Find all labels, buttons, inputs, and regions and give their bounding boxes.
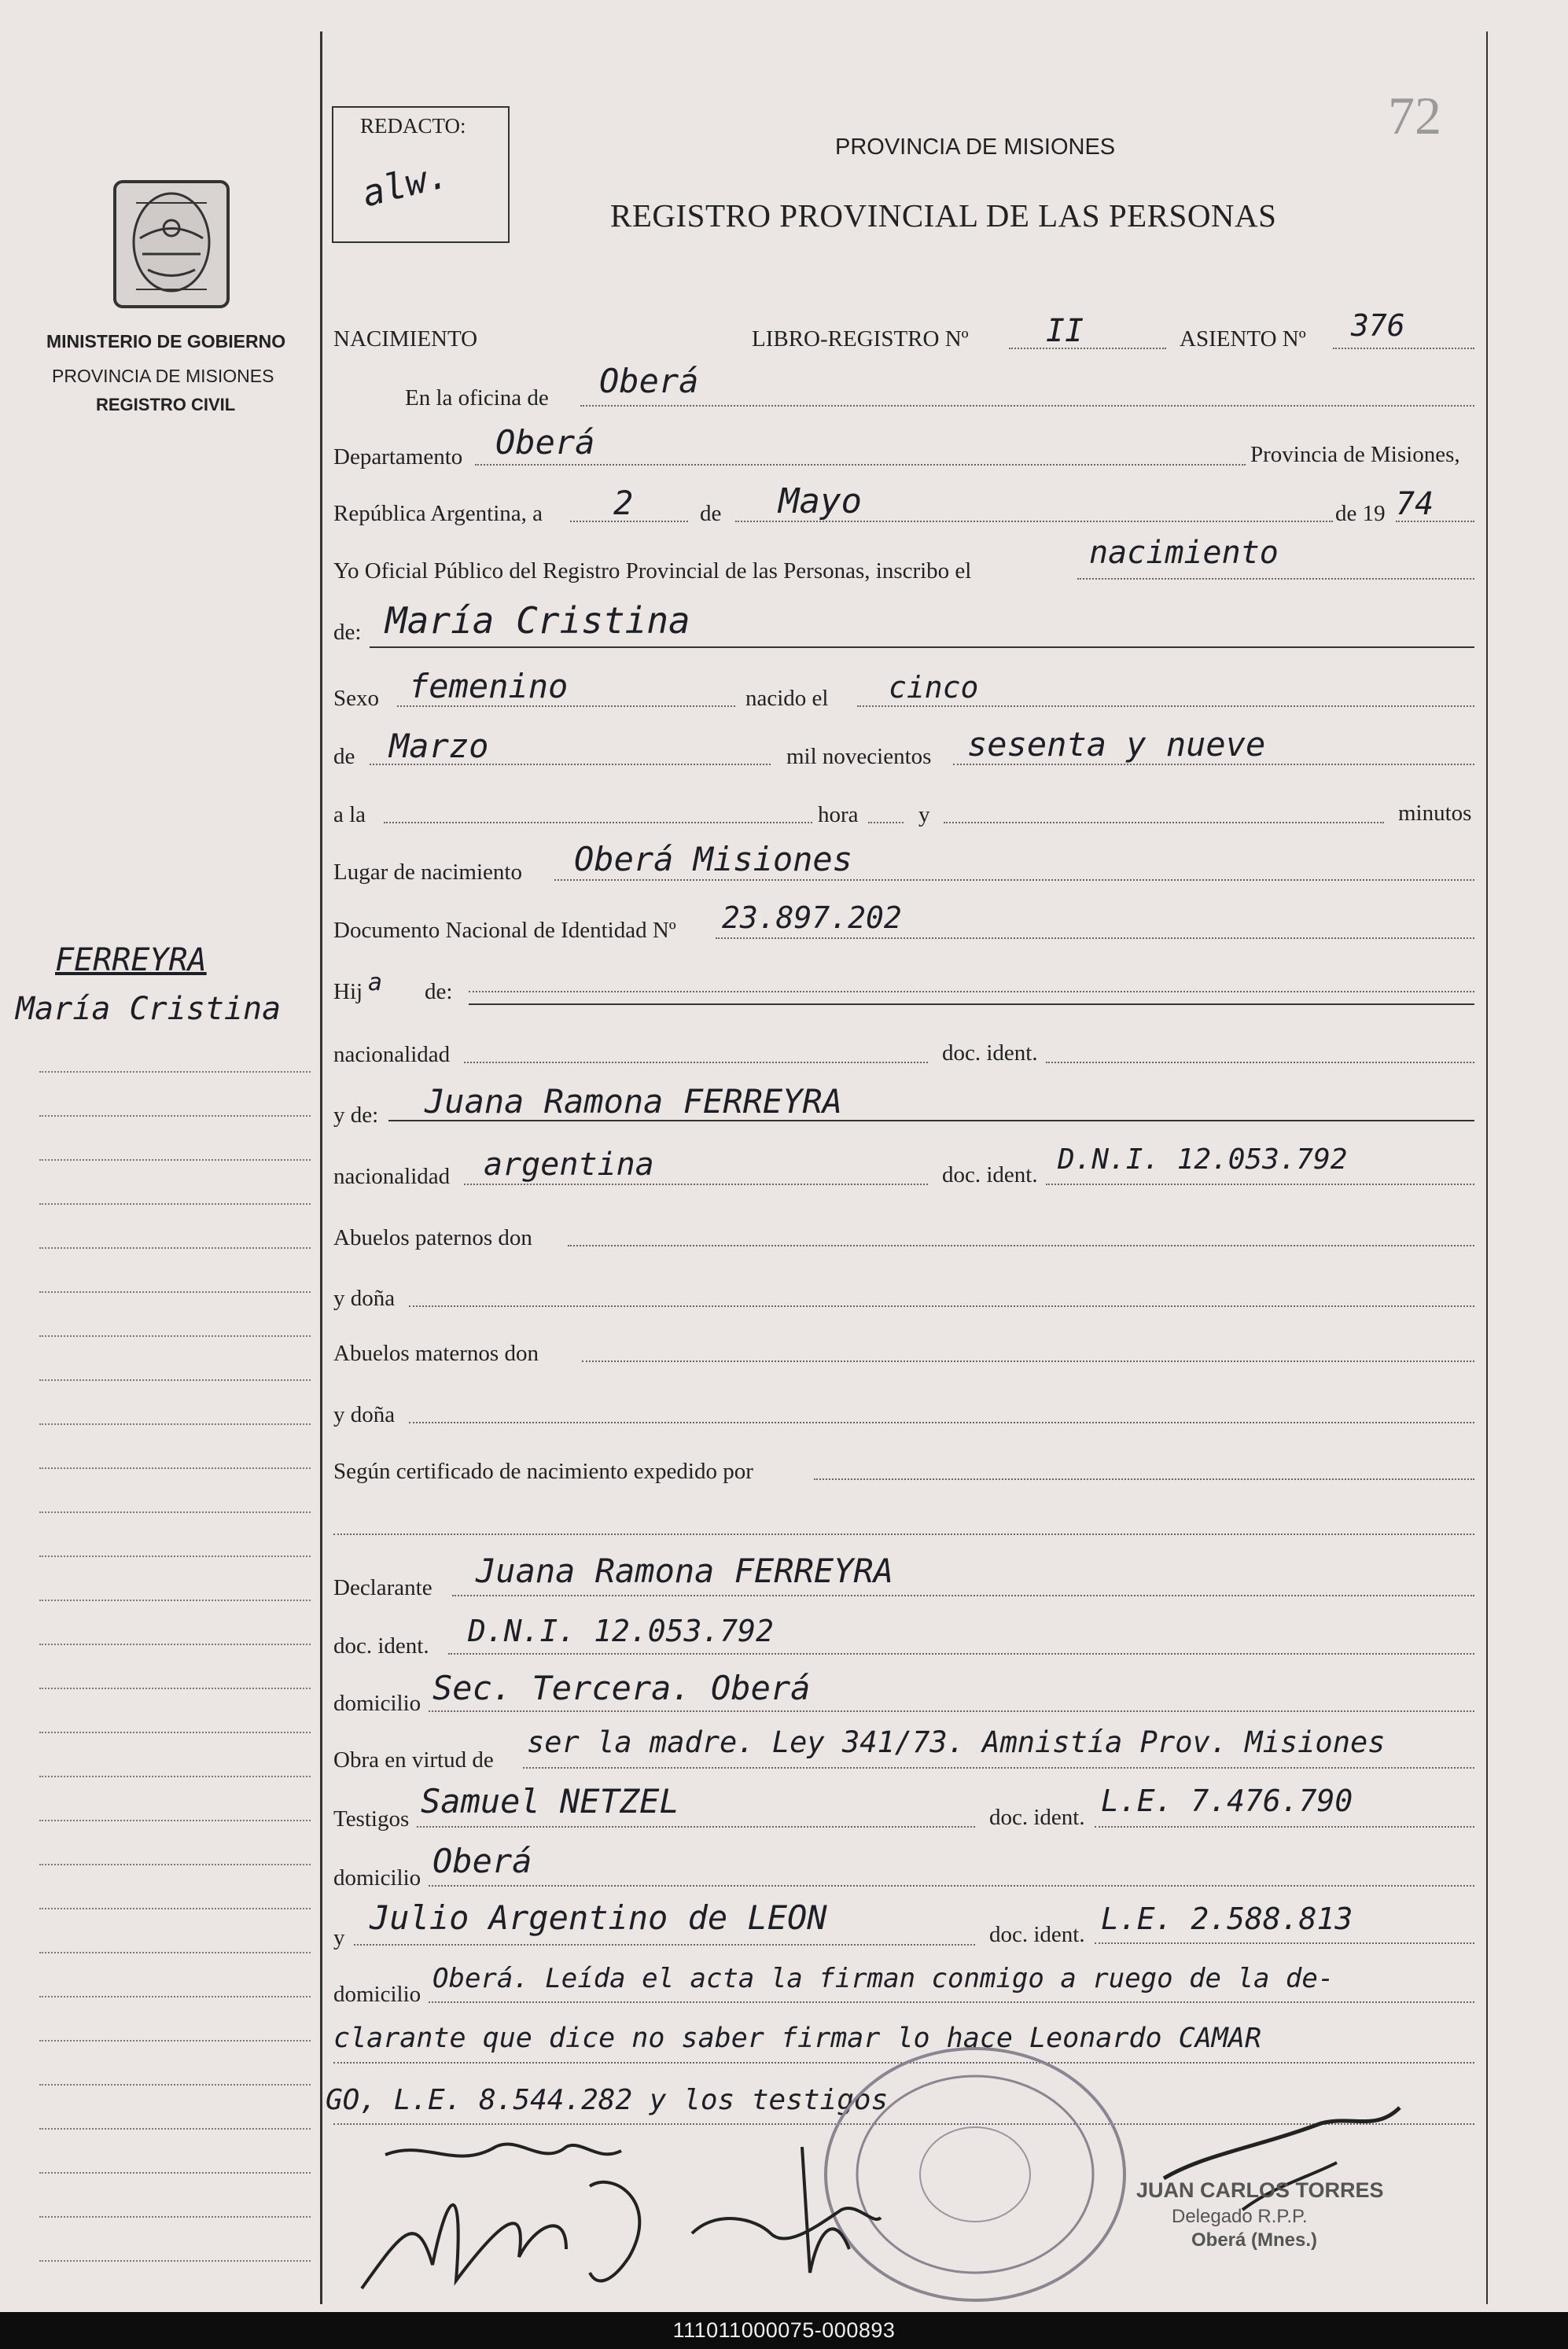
dni-line [716,937,1474,939]
sidebar-rule [39,1952,311,1953]
domicilio3-line [429,2001,1474,2003]
asiento-line [1333,348,1474,349]
ydona2-label: y doña [333,1402,396,1427]
inscribo-value: nacimiento [1089,535,1279,571]
oficina-value: Oberá [599,362,699,400]
ala-label: a la [333,802,366,827]
nac2-value: argentina [484,1147,654,1183]
header-registry: REGISTRO PROVINCIAL DE LAS PERSONAS [610,197,1277,234]
sidebar-rule [39,2084,311,2086]
mil-label: mil novecientos [786,744,932,769]
sidebar-annotation-name: María Cristina [16,991,282,1027]
docident5-value: L.E. 2.588.813 [1101,1902,1353,1936]
yo-label: Yo Oficial Público del Registro Provincial de las Personas, inscribo el [333,558,972,584]
domicilio1-value: Sec. Tercera. Oberá [432,1669,811,1707]
redacto-value: alw. [358,153,453,215]
docident4-label: doc. ident. [989,1805,1085,1830]
sidebar-rule [39,1379,311,1381]
sidebar-rule [39,1600,311,1601]
lugar-line [554,879,1474,881]
sidebar-rule [39,1864,311,1865]
testigo2-line [354,1944,975,1946]
abuelos-mat-line [582,1360,1474,1362]
sidebar-rule [39,2128,311,2130]
de-label: de [700,501,722,526]
abuelos-pat-label: Abuelos paternos don [333,1225,532,1250]
segun-line2 [333,1533,1474,1535]
oficina-label: En la oficina de [405,385,549,411]
sidebar-rule [39,1467,311,1469]
testigo2-value: Julio Argentino de LEON [370,1898,827,1937]
sidebar-rule [39,1732,311,1733]
ydona1-line [409,1305,1474,1307]
hora-line [868,822,904,823]
footer-id: 111011000075-000893 [672,2318,896,2342]
sidebar-rule [39,1776,311,1777]
oficina-line [580,405,1474,407]
sidebar-rule [39,1511,311,1513]
docident5-line [1095,1942,1474,1944]
domicilio2-line [429,1885,1474,1887]
redacto-box [332,106,510,243]
y2-label: y [333,1925,345,1950]
redacto-label: REDACTO: [360,114,466,138]
signatures-icon [330,2092,1447,2316]
sidebar-rule [39,1820,311,1821]
docident1-label: doc. ident. [942,1040,1038,1066]
hora-label: hora [818,802,859,827]
provincia-label: Provincia de Misiones, [1250,442,1460,467]
mes-nac-value: Marzo [389,727,489,765]
anio-nac-value: sesenta y nueve [967,725,1266,764]
madre-value: Juana Ramona FERREYRA [425,1082,843,1121]
libro-value: II [1046,313,1084,349]
hijo-de-line [469,1003,1474,1005]
cont-line1: clarante que dice no saber firmar lo hace Leonardo CAMAR [333,2023,1262,2054]
libro-line [1009,348,1166,349]
domicilio2-value: Oberá [432,1842,532,1880]
y-label: y [918,802,930,827]
sidebar-rule [39,1159,311,1161]
departamento-label: Departamento [333,444,463,469]
nac2-label: nacionalidad [333,1164,451,1189]
cont-line2: GO, L.E. 8.544.282 y los testigos [326,2084,889,2116]
sexo-value: femenino [409,667,569,705]
anio-value: 74 [1396,486,1434,522]
page-number: 72 [1388,86,1441,145]
domicilio3-value: Oberá. Leída el acta la firman conmigo a ruego de la de- [432,1963,1334,1994]
sidebar-rule [39,1908,311,1909]
asiento-value: 376 [1351,308,1405,343]
docident2-value: D.N.I. 12.053.792 [1058,1143,1348,1176]
nacido-value: cinco [889,670,979,705]
inscribo-line [1077,578,1474,580]
sidebar-rule [39,1688,311,1689]
lugar-value: Oberá Misiones [574,840,853,878]
hijo-de-dots [469,991,1474,992]
coat-of-arms-icon [112,179,230,313]
ydona2-line [409,1422,1474,1423]
docident3-value: D.N.I. 12.053.792 [468,1614,774,1648]
docident3-line [448,1653,1474,1655]
sidebar-province: PROVINCIA DE MISIONES [52,366,274,386]
abuelos-mat-label: Abuelos maternos don [333,1341,539,1366]
sidebar-rule [39,1115,311,1117]
domicilio3-label: domicilio [333,1982,421,2007]
testigos-label: Testigos [333,1806,410,1832]
sidebar-rule [39,1203,311,1205]
domicilio1-line [429,1710,1474,1712]
sidebar-rule [39,1423,311,1425]
sidebar-rule [39,2040,311,2042]
stamp-name: JUAN CARLOS TORRES [1136,2178,1384,2202]
minutos-line [944,822,1384,823]
segun-label: Según certificado de nacimiento expedido por [333,1459,753,1484]
docident2-label: doc. ident. [942,1162,1038,1187]
sidebar-rule [39,1335,311,1337]
domicilio1-label: domicilio [333,1691,421,1716]
hijo-de-label: de: [425,979,453,1004]
docident4-value: L.E. 7.476.790 [1101,1784,1353,1818]
nacimiento-label: NACIMIENTO [333,326,478,352]
hijo-label: Hij [333,979,363,1004]
mes-value: Mayo [778,481,862,521]
nacido-line [857,705,1474,707]
libro-label: LIBRO-REGISTRO Nº [752,326,969,352]
stamp-role: Delegado R.P.P. [1172,2206,1308,2227]
sidebar-rule [39,2216,311,2218]
asiento-label: ASIENTO Nº [1180,326,1306,352]
dni-value: 23.897.202 [722,900,902,935]
nac2-line [464,1184,928,1185]
sidebar-rule [39,1071,311,1073]
right-margin-line [1486,31,1488,2304]
sidebar-rule [39,2260,311,2262]
sidebar-rule [39,2172,311,2174]
nombre-line [370,646,1474,648]
sexo-line [397,705,735,707]
sidebar-ministry: MINISTERIO DE GOBIERNO [46,331,286,352]
dni-label: Documento Nacional de Identidad Nº [333,918,676,943]
docident4-line [1095,1826,1474,1828]
header-province: PROVINCIA DE MISIONES [835,134,1116,160]
left-margin-line [320,31,322,2304]
docident1-line [1046,1062,1474,1063]
declarante-label: Declarante [333,1575,432,1600]
docident3-label: doc. ident. [333,1633,429,1659]
republica-label: República Argentina, a [333,501,543,526]
obra-label: Obra en virtud de [333,1747,494,1773]
declarante-line [452,1595,1474,1596]
abuelos-pat-line [568,1245,1474,1246]
nacido-label: nacido el [745,686,829,711]
sidebar-rule [39,1556,311,1557]
sidebar-annotation-surname: FERREYRA [55,942,207,978]
sidebar-rule [39,1291,311,1293]
stamp-place: Oberá (Mnes.) [1191,2229,1318,2251]
sidebar-rule [39,1996,311,1997]
sidebar-rule [39,1644,311,1645]
anio-label: de 19 [1335,501,1386,526]
minutos-label: minutos [1398,801,1472,826]
dia-value: 2 [613,484,634,522]
anio-nac-line [953,764,1474,765]
sidebar-rule [39,1247,311,1249]
departamento-value: Oberá [495,423,595,462]
docident5-label: doc. ident. [989,1922,1085,1947]
nombre-value: María Cristina [385,599,690,642]
ala-line [384,822,812,823]
sexo-label: Sexo [333,686,379,711]
de2-label: de: [333,620,362,645]
departamento-line [475,464,1246,466]
nac1-label: nacionalidad [333,1042,451,1067]
sidebar-civil: REGISTRO CIVIL [96,395,236,414]
yde-label: y de: [333,1103,379,1128]
de3-label: de [333,744,355,769]
ydona1-label: y doña [333,1286,396,1311]
nac1-line [464,1062,928,1063]
hijo-suffix: a [368,969,383,996]
obra-value: ser la madre. Ley 341/73. Amnistía Prov. Misiones [527,1725,1386,1759]
domicilio2-label: domicilio [333,1865,421,1891]
testigo1-value: Samuel NETZEL [421,1782,679,1821]
segun-line [814,1478,1474,1480]
lugar-label: Lugar de nacimiento [333,860,522,885]
docident2-line [1046,1184,1474,1185]
testigo1-line [417,1826,975,1828]
declarante-value: Juana Ramona FERREYRA [476,1552,894,1590]
obra-line [523,1767,1474,1769]
